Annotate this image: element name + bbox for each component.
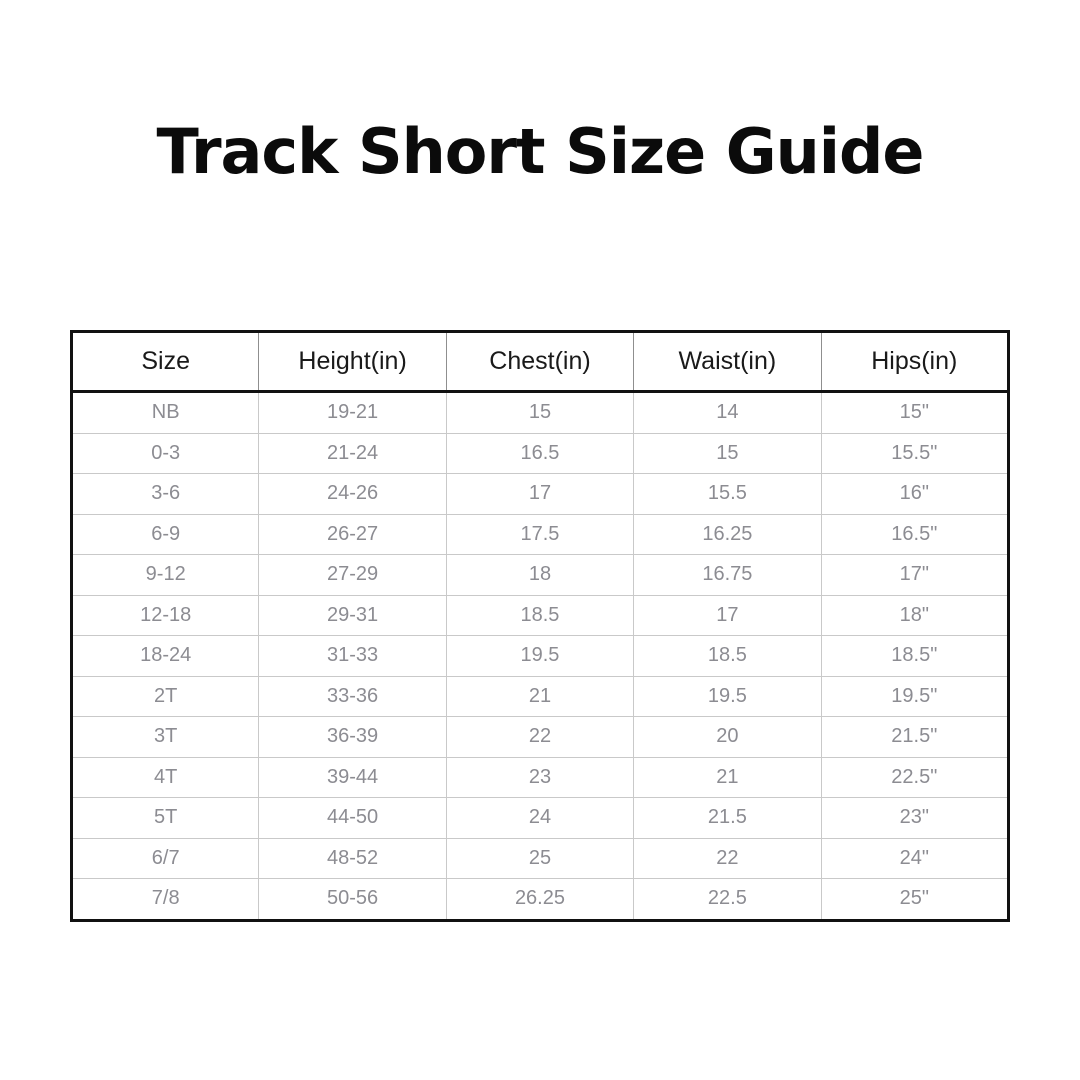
cell-size: 3-6 — [72, 474, 259, 515]
table-row — [72, 717, 1009, 758]
cell-size: 9-12 — [72, 555, 259, 596]
cell-height: 24-26 — [259, 474, 446, 515]
column-header-size: Size — [72, 332, 259, 392]
cell-chest: 17.5 — [446, 514, 633, 555]
cell-chest: 26.25 — [446, 879, 633, 921]
size-chart-table — [70, 330, 1010, 922]
cell-height: 29-31 — [259, 595, 446, 636]
column-header-waist: Waist(in) — [634, 332, 821, 392]
cell-chest: 18 — [446, 555, 633, 596]
cell-size: 3T — [72, 717, 259, 758]
cell-chest: 22 — [446, 717, 633, 758]
cell-chest: 23 — [446, 757, 633, 798]
table-row — [72, 838, 1009, 879]
cell-hips: 15" — [821, 392, 1008, 434]
cell-waist: 22.5 — [634, 879, 821, 921]
cell-waist: 15 — [634, 433, 821, 474]
cell-chest: 18.5 — [446, 595, 633, 636]
cell-chest: 17 — [446, 474, 633, 515]
size-chart-header — [72, 332, 1009, 392]
cell-size: 2T — [72, 676, 259, 717]
cell-height: 26-27 — [259, 514, 446, 555]
table-header-row — [72, 332, 1009, 392]
cell-size: 7/8 — [72, 879, 259, 921]
cell-size: 18-24 — [72, 636, 259, 677]
table-row — [72, 636, 1009, 677]
cell-waist: 22 — [634, 838, 821, 879]
page-title: Track Short Size Guide — [156, 115, 924, 188]
size-chart-container — [70, 330, 1010, 922]
cell-chest: 19.5 — [446, 636, 633, 677]
cell-hips: 25" — [821, 879, 1008, 921]
cell-waist: 18.5 — [634, 636, 821, 677]
cell-chest: 21 — [446, 676, 633, 717]
table-row — [72, 757, 1009, 798]
cell-height: 27-29 — [259, 555, 446, 596]
cell-hips: 17" — [821, 555, 1008, 596]
cell-waist: 15.5 — [634, 474, 821, 515]
cell-size: 6-9 — [72, 514, 259, 555]
cell-height: 48-52 — [259, 838, 446, 879]
cell-chest: 15 — [446, 392, 633, 434]
cell-size: 6/7 — [72, 838, 259, 879]
table-row — [72, 595, 1009, 636]
cell-hips: 23" — [821, 798, 1008, 839]
table-row — [72, 676, 1009, 717]
table-row — [72, 514, 1009, 555]
cell-chest: 24 — [446, 798, 633, 839]
cell-hips: 19.5" — [821, 676, 1008, 717]
table-row — [72, 879, 1009, 921]
cell-height: 19-21 — [259, 392, 446, 434]
cell-size: 12-18 — [72, 595, 259, 636]
cell-height: 44-50 — [259, 798, 446, 839]
cell-hips: 18.5" — [821, 636, 1008, 677]
table-row — [72, 433, 1009, 474]
cell-size: NB — [72, 392, 259, 434]
cell-size: 5T — [72, 798, 259, 839]
cell-height: 39-44 — [259, 757, 446, 798]
cell-chest: 16.5 — [446, 433, 633, 474]
cell-height: 21-24 — [259, 433, 446, 474]
table-row — [72, 474, 1009, 515]
column-header-chest: Chest(in) — [446, 332, 633, 392]
cell-waist: 16.25 — [634, 514, 821, 555]
cell-chest: 25 — [446, 838, 633, 879]
cell-height: 36-39 — [259, 717, 446, 758]
cell-height: 33-36 — [259, 676, 446, 717]
cell-hips: 22.5" — [821, 757, 1008, 798]
cell-hips: 16" — [821, 474, 1008, 515]
column-header-height: Height(in) — [259, 332, 446, 392]
cell-waist: 21.5 — [634, 798, 821, 839]
table-row — [72, 392, 1009, 434]
cell-height: 50-56 — [259, 879, 446, 921]
cell-hips: 24" — [821, 838, 1008, 879]
cell-waist: 21 — [634, 757, 821, 798]
column-header-hips: Hips(in) — [821, 332, 1008, 392]
cell-height: 31-33 — [259, 636, 446, 677]
cell-size: 0-3 — [72, 433, 259, 474]
cell-size: 4T — [72, 757, 259, 798]
cell-hips: 15.5" — [821, 433, 1008, 474]
cell-waist: 19.5 — [634, 676, 821, 717]
cell-waist: 20 — [634, 717, 821, 758]
cell-hips: 16.5" — [821, 514, 1008, 555]
cell-hips: 21.5" — [821, 717, 1008, 758]
cell-hips: 18" — [821, 595, 1008, 636]
table-row — [72, 555, 1009, 596]
size-chart-body — [72, 392, 1009, 921]
cell-waist: 14 — [634, 392, 821, 434]
table-row — [72, 798, 1009, 839]
cell-waist: 17 — [634, 595, 821, 636]
cell-waist: 16.75 — [634, 555, 821, 596]
